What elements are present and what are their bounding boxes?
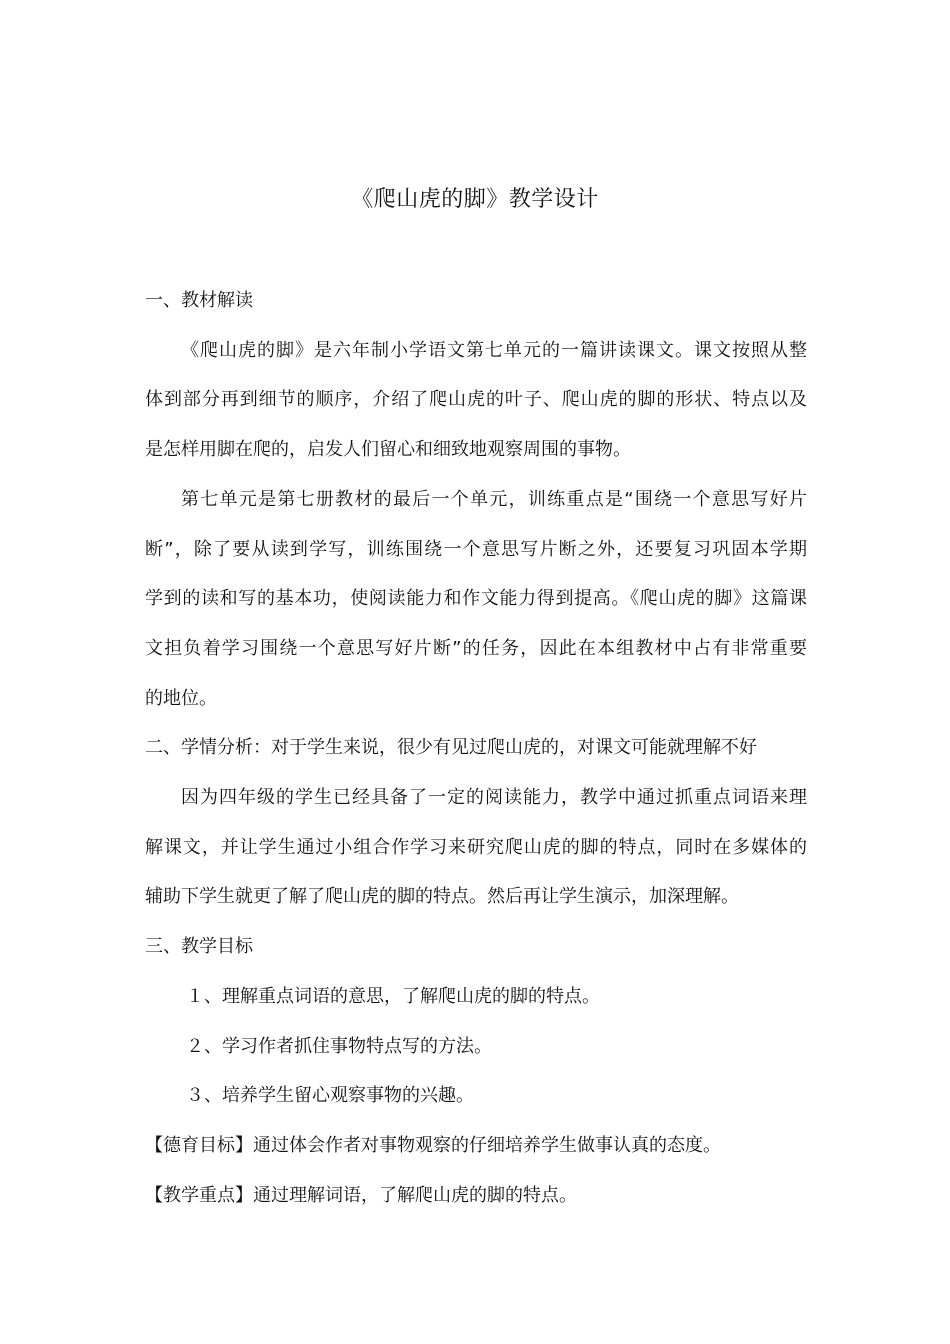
section-heading-teaching-goals: 三、教学目标 [145,936,253,957]
paragraph-line: 解课文，并让学生通过小组合作学习来研究爬山虎的脚的特点，同时在多媒体的 [145,837,807,858]
paragraph-line: 体到部分再到细节的顺序，介绍了爬山虎的叶子、爬山虎的脚的形状、特点以及 [145,389,807,410]
paragraph-line: 文担负着学习围绕一个意思写好片断”的任务，因此在本组教材中占有非常重要 [145,638,807,659]
paragraph-line: 辅助下学生就更了解了爬山虎的脚的特点。然后再让学生演示，加深理解。 [145,886,739,907]
section-heading-learner-analysis: 二、学情分析：对于学生来说，很少有见过爬山虎的，对课文可能就理解不好 [145,737,757,758]
paragraph-line: 断”，除了要从读到学写，训练围绕一个意思写片断之外，还要复习巩固本学期 [145,539,807,560]
paragraph-line: 第七单元是第七册教材的最后一个单元，训练重点是“围绕一个意思写好片 [181,489,807,510]
goal-list-item: ２、学习作者抓住事物特点写的方法。 [186,1036,492,1057]
goal-list-item: ３、培养学生留心观察事物的兴趣。 [186,1085,474,1106]
paragraph-line: 学到的读和写的基本功，使阅读能力和作文能力得到提高。《爬山虎的脚》这篇课 [145,588,807,609]
paragraph-line: 因为四年级的学生已经具备了一定的阅读能力，教学中通过抓重点词语来理 [181,787,807,808]
moral-goal-line: 【德育目标】通过体会作者对事物观察的仔细培养学生做事认真的态度。 [145,1135,721,1156]
paragraph-line: 是怎样用脚在爬的，启发人们留心和细致地观察周围的事物。 [145,439,631,460]
paragraph-line: 《爬山虎的脚》是六年制小学语文第七单元的一篇讲读课文。课文按照从整 [181,340,807,361]
section-heading-textbook-analysis: 一、教材解读 [145,290,253,311]
key-point-line: 【教学重点】通过理解词语，了解爬山虎的脚的特点。 [145,1185,577,1206]
goal-list-item: １、理解重点词语的意思，了解爬山虎的脚的特点。 [186,986,600,1007]
document-title: 《爬山虎的脚》教学设计 [351,187,599,212]
paragraph-line: 的地位。 [145,688,217,709]
